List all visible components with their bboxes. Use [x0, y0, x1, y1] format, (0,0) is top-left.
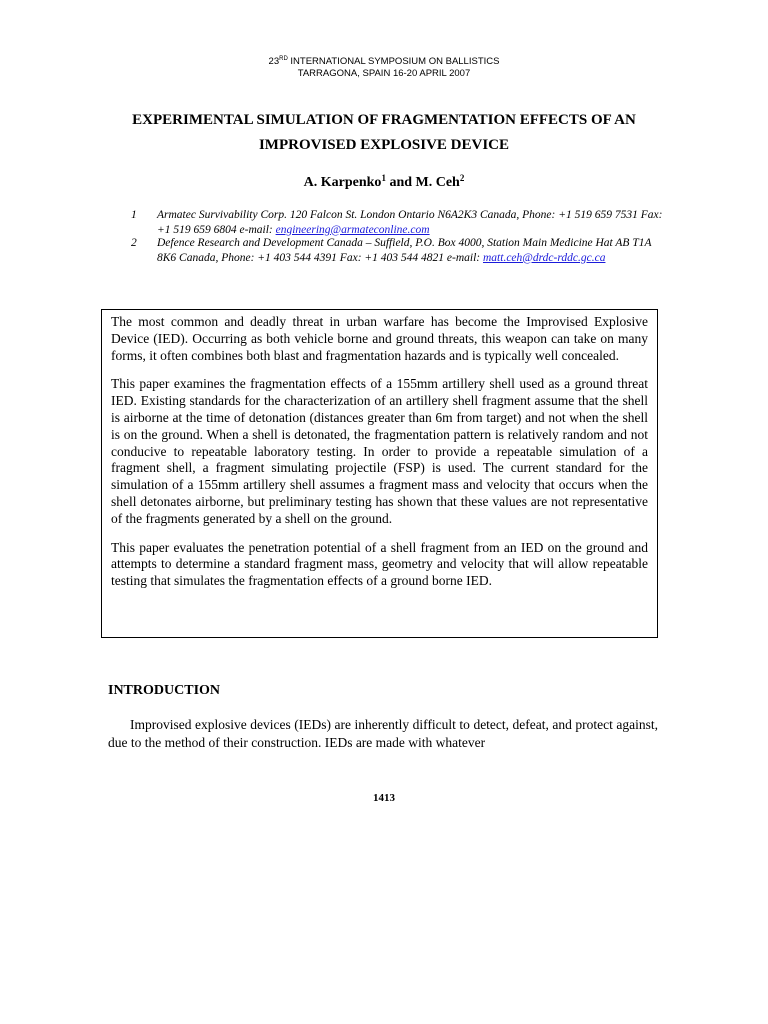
- abstract-paragraph: The most common and deadly threat in urban warfare has become the Improvised Explosive Device (IED). Occurring as both vehicle borne and ground threats, this weapon can take on many forms, it often combines both blast and fragmentation hazards and is typically well concealed.: [111, 314, 648, 363]
- affiliation-text: Defence Research and Development Canada – Suffield, P.O. Box 4000, Station Main Medicine Hat AB T1A 8K6 Canada, Phone: +1 403 544 4391 Fax: +1 403 544 4821 e-mail:: [157, 237, 652, 264]
- title-line-2: IMPROVISED EXPLOSIVE DEVICE: [258, 137, 510, 153]
- abstract-box: [101, 309, 658, 638]
- affiliation-2: [131, 236, 671, 265]
- email-link[interactable]: engineering@armateconline.com: [275, 223, 430, 236]
- affiliation-number: 1: [131, 209, 137, 221]
- affiliation-1: [131, 208, 671, 237]
- author-1: A. Karpenko: [303, 175, 382, 190]
- conference-location: TARRAGONA, SPAIN 16-20 APRIL 2007: [297, 68, 471, 79]
- author-list: [0, 174, 768, 192]
- email-link[interactable]: matt.ceh@drdc-rddc.gc.ca: [483, 251, 606, 264]
- author-1-affiliation: 1: [381, 173, 386, 183]
- conference-number: 23: [268, 56, 280, 67]
- conference-name: INTERNATIONAL SYMPOSIUM ON BALLISTICS: [290, 56, 500, 67]
- abstract-paragraph: This paper evaluates the penetration potential of a shell fragment from an IED on the ground and attempts to determine a standard fragment mass, geometry and velocity that will allow repeatable testing that simulates the fragmentation effects of a ground borne IED.: [111, 539, 648, 589]
- author-2-affiliation: 2: [459, 173, 465, 183]
- author-conjunction: and: [385, 175, 416, 190]
- affiliation-number: 2: [131, 237, 137, 249]
- abstract-paragraph: This paper examines the fragmentation effects of a 155mm artillery shell used as a ground threat IED. Existing standards for the characterization of an artillery shell fragment assume that the shell is airborne at the time of detonation (distances greater than 6m from target) and not when the shell is on the ground. When a shell is detonated, the fragmentation pattern is relatively random and not conducive to repeatable laboratory testing. In order to provide a repeatable simulation of a fragment shell, a fragment simulating projectile (FSP) is used. The current standard for the simulation of a 155mm artillery shell assumes a fragment mass and velocity that occurs when the shell detonates airborne, but preliminary testing has shown that these values are not representative of the fragments generated by a shell on the ground.: [111, 376, 648, 526]
- introduction-heading: INTRODUCTION: [108, 683, 221, 698]
- affiliation-text: Armatec Survivability Corp. 120 Falcon St. London Ontario N6A2K3 Canada, Phone: +1 519 659 7531 Fax: +1 519 659 6804 e-mail:: [157, 209, 663, 236]
- author-2: M. Ceh: [415, 175, 460, 190]
- page-number: 1413: [373, 792, 395, 804]
- paper-title: [100, 108, 668, 158]
- conference-header: [0, 56, 768, 80]
- title-line-1: EXPERIMENTAL SIMULATION OF FRAGMENTATION EFFECTS OF AN: [132, 112, 636, 128]
- conference-suffix: RD: [279, 56, 288, 62]
- introduction-paragraph: Improvised explosive devices (IEDs) are inherently difficult to detect, defeat, and protect against, due to the method of their construction. IEDs are made with whatever: [108, 717, 658, 750]
- conference-name-line: [0, 56, 768, 68]
